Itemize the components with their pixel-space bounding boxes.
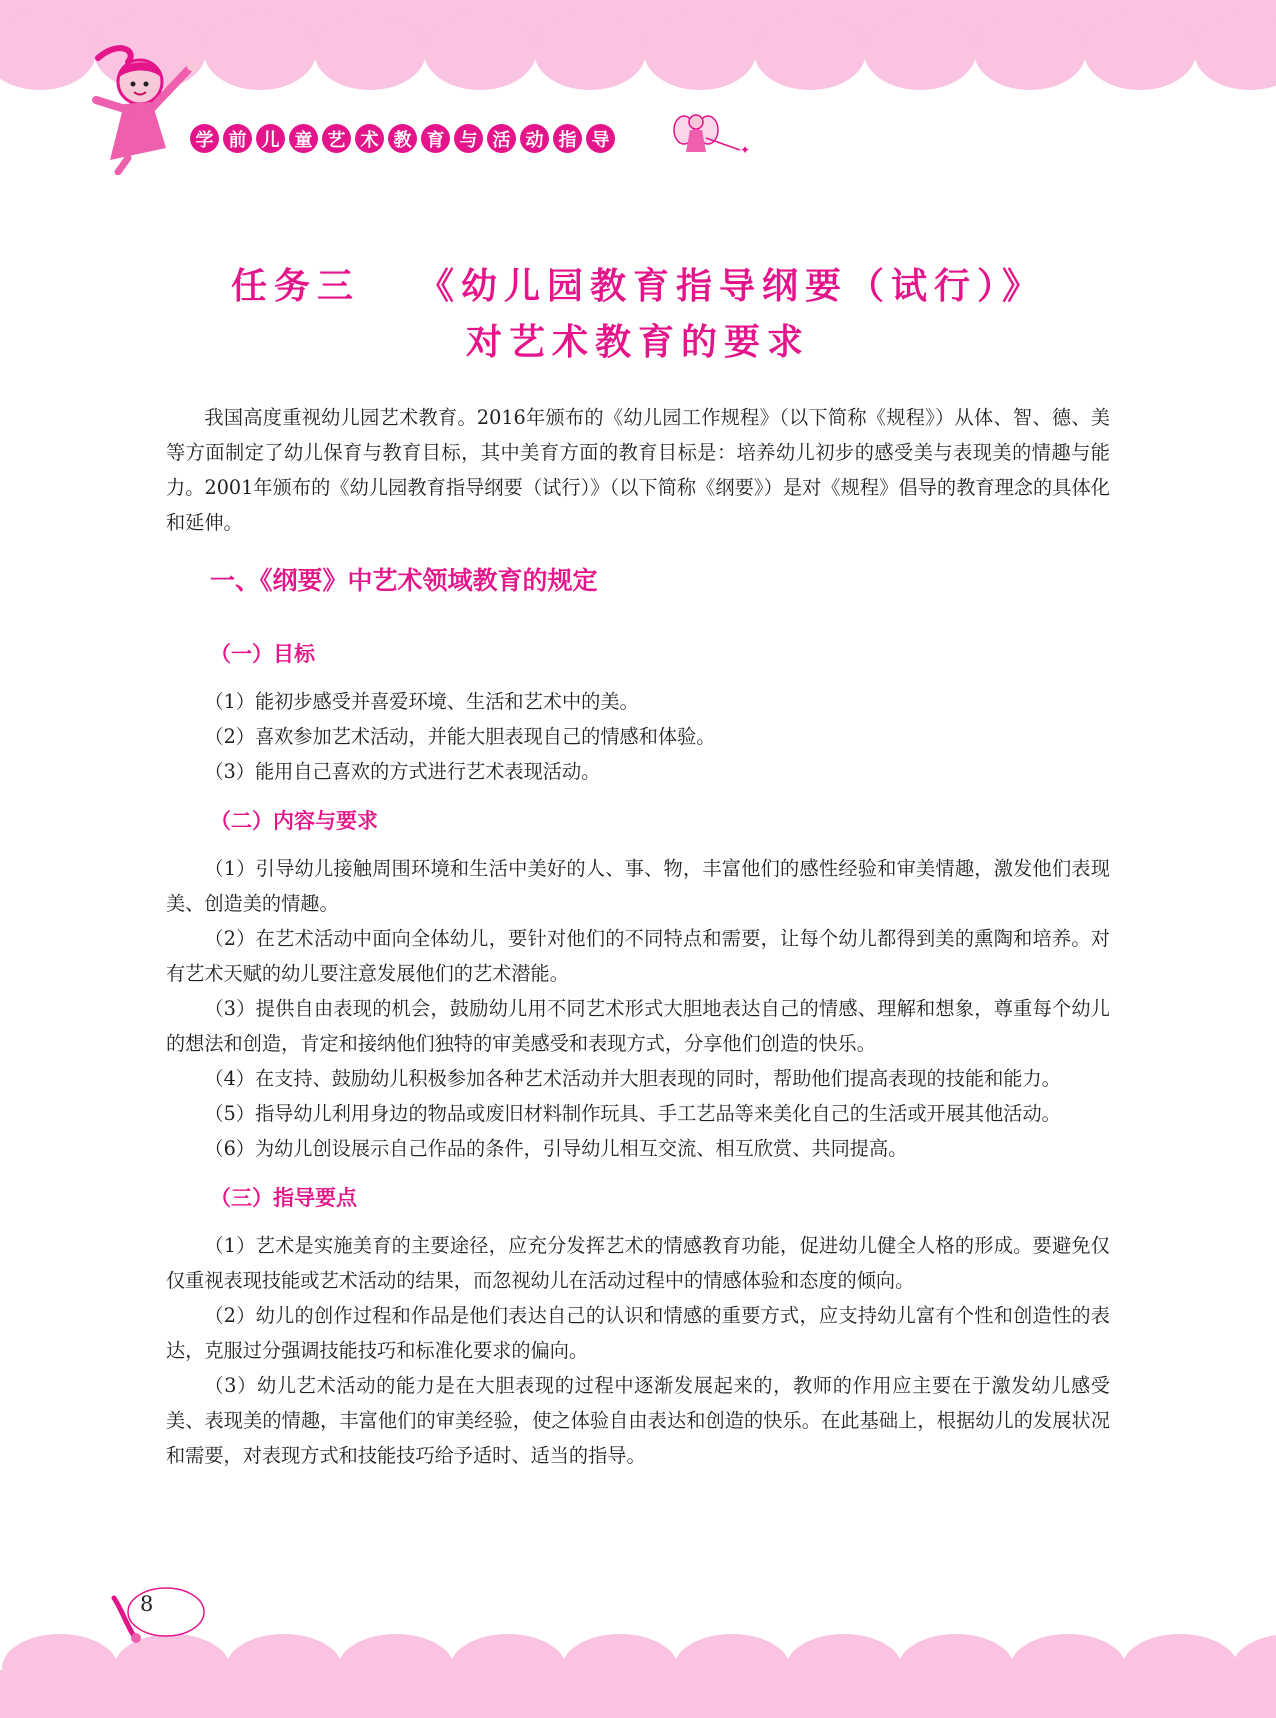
series-title-char: 术 — [355, 124, 384, 153]
page-number-badge — [104, 1580, 208, 1650]
goals-list — [166, 684, 1110, 789]
task-number: 任务三 — [230, 266, 360, 307]
page-number: 8 — [140, 1592, 154, 1616]
series-title-char: 儿 — [256, 124, 285, 153]
list-item: （2）喜欢参加艺术活动，并能大胆表现自己的情感和体验。 — [204, 725, 716, 748]
series-title-char: 学 — [190, 124, 219, 153]
fairy-illustration — [670, 108, 756, 168]
flying-girl-illustration — [88, 40, 208, 175]
series-title-char: 前 — [223, 124, 252, 153]
list-item: （4）在支持、鼓励幼儿积极参加各种艺术活动并大胆表现的同时，帮助他们提高表现的技能和能力。 — [204, 1067, 1061, 1090]
list-item: （2）幼儿的创作过程和作品是他们表达自己的认识和情感的重要方式，应支持幼儿富有个性和创造性的表达，克服过分强调技能技巧和标准化要求的偏向。 — [166, 1304, 1110, 1362]
task-title-line2: 对艺术教育的要求 — [465, 322, 810, 363]
series-title-char: 导 — [586, 124, 615, 153]
series-title-char: 艺 — [322, 124, 351, 153]
task-title — [0, 258, 1276, 309]
main-content — [166, 400, 1110, 1473]
list-item: （6）为幼儿创设展示自己作品的条件，引导幼儿相互交流、相互欣赏、共同提高。 — [204, 1137, 908, 1160]
list-item: （1）艺术是实施美育的主要途径，应充分发挥艺术的情感教育功能，促进幼儿健全人格的形成。要避免仅仅重视表现技能或艺术活动的结果，而忽视幼儿在活动过程中的情感体验和态度的倾向。 — [166, 1234, 1110, 1292]
list-item: （2）在艺术活动中面向全体幼儿，要针对他们的不同特点和需要，让每个幼儿都得到美的熏陶和培养。对有艺术天赋的幼儿要注意发展他们的艺术潜能。 — [166, 927, 1110, 985]
task-title-line1: 《幼儿园教育指导纲要（试行）》 — [418, 266, 1046, 307]
series-title-char: 指 — [553, 124, 582, 153]
series-title-char: 育 — [421, 124, 450, 153]
subsection-heading-goals: （一）目标 — [210, 642, 315, 666]
intro-paragraph: 我国高度重视幼儿园艺术教育。2016年颁布的《幼儿园工作规程》（以下简称《规程》）从体、智、德、美等方面制定了幼儿保育与教育目标，其中美育方面的教育目标是：培养幼儿初步的感受美与表现美的情趣与能力。2001年颁布的《幼儿园教育指导纲要（试行）》（以下简称《纲要》）是对《规程》倡导的教育理念的具体化和延伸。 — [166, 406, 1110, 534]
list-item: （1）引导幼儿接触周围环境和生活中美好的人、事、物，丰富他们的感性经验和审美情趣，激发他们表现美、创造美的情趣。 — [166, 857, 1110, 915]
list-item: （3）提供自由表现的机会，鼓励幼儿用不同艺术形式大胆地表达自己的情感、理解和想象，尊重每个幼儿的想法和创造，肯定和接纳他们独特的审美感受和表现方式，分享他们创造的快乐。 — [166, 997, 1110, 1055]
svg-text:✦: ✦ — [740, 143, 751, 157]
subsection-heading-guidance: （三）指导要点 — [210, 1186, 357, 1210]
section-heading: 一、《纲要》中艺术领域教育的规定 — [210, 566, 598, 595]
guidance-list — [166, 1228, 1110, 1473]
series-title-char: 动 — [520, 124, 549, 153]
series-title-char: 教 — [388, 124, 417, 153]
list-item: （5）指导幼儿利用身边的物品或废旧材料制作玩具、手工艺品等来美化自己的生活或开展其他活动。 — [204, 1102, 1061, 1125]
list-item: （3）幼儿艺术活动的能力是在大胆表现的过程中逐渐发展起来的，教师的作用应主要在于激发幼儿感受美、表现美的情趣，丰富他们的审美经验，使之体验自由表达和创造的快乐。在此基础上，根据幼儿的发展状况和需要，对表现方式和技能技巧给予适时、适当的指导。 — [166, 1374, 1110, 1467]
list-item: （3）能用自己喜欢的方式进行艺术表现活动。 — [204, 760, 601, 783]
series-title-band — [190, 124, 615, 153]
series-title-char: 活 — [487, 124, 516, 153]
subsection-heading-content: （二）内容与要求 — [210, 809, 378, 833]
content-list — [166, 851, 1110, 1166]
list-item: （1）能初步感受并喜爱环境、生活和艺术中的美。 — [204, 690, 639, 713]
series-title-char: 与 — [454, 124, 483, 153]
series-title-char: 童 — [289, 124, 318, 153]
